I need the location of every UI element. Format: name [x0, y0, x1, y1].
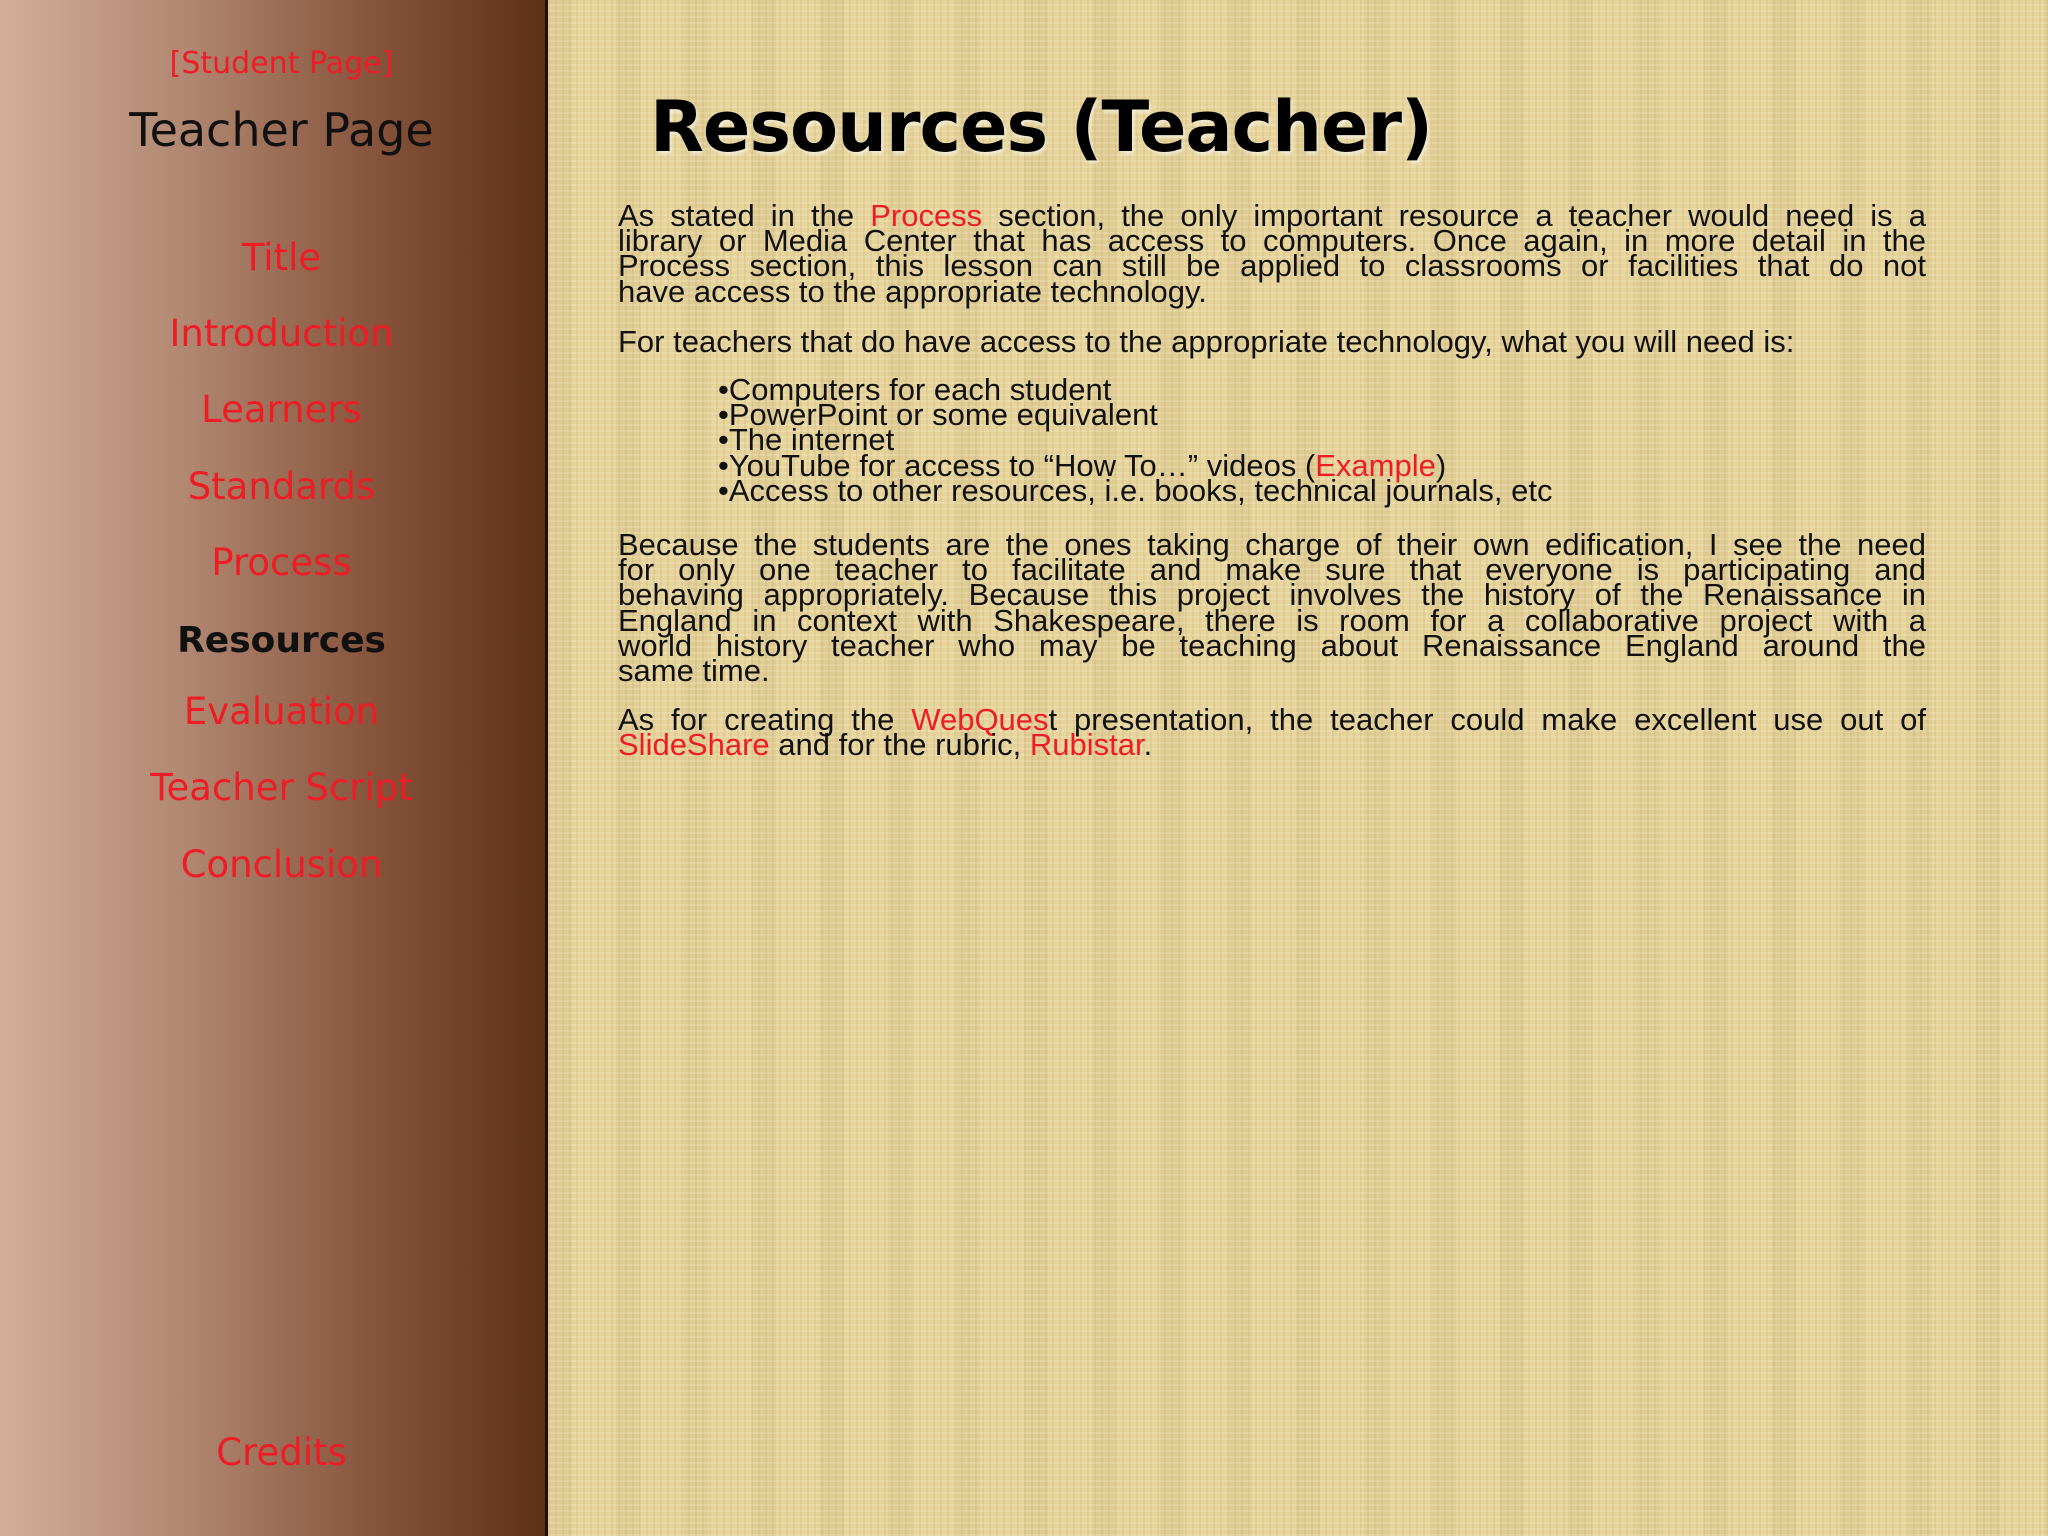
para4-text: As for creating the	[618, 702, 912, 737]
list-item: •PowerPoint or some equivalent	[718, 397, 1158, 433]
nav-introduction[interactable]: Introduction	[169, 312, 394, 355]
nav-title[interactable]: Title	[241, 236, 322, 279]
example-link[interactable]: Example	[1315, 447, 1436, 483]
para3-line5: world history teacher who may be teaching about Renaissance England around the	[618, 627, 1926, 663]
student-page-link[interactable]: [Student Page]	[169, 46, 394, 81]
list-item-text: •YouTube for access to “How To…” videos (	[718, 447, 1316, 483]
list-item: •Access to other resources, i.e. books, technical journals, etc	[718, 472, 1553, 508]
para4-text: and for the rubric,	[769, 727, 1030, 763]
para1-text: section, the only important resource a teacher would need is a	[982, 198, 1926, 233]
para4-text: .	[1143, 727, 1153, 763]
nav-teacher-script[interactable]: Teacher Script	[150, 766, 413, 809]
para3-line3: behaving appropriately. Because this project involves the history of the Renaissance in	[618, 577, 1926, 613]
paragraph-presentation	[618, 702, 1926, 763]
nav-evaluation[interactable]: Evaluation	[183, 690, 380, 733]
list-item: •The internet	[718, 422, 895, 458]
para1-text: As stated in the	[618, 198, 871, 233]
list-item-text: )	[1435, 447, 1447, 483]
nav-standards[interactable]: Standards	[187, 465, 376, 508]
nav-credits[interactable]: Credits	[216, 1431, 347, 1474]
para3-line6: same time.	[618, 653, 770, 689]
para1-line2: library or Media Center that has access to computers. Once again, in more detail in the	[618, 223, 1926, 259]
nav-conclusion[interactable]: Conclusion	[180, 843, 383, 886]
process-link[interactable]: Process	[870, 198, 983, 233]
rubistar-link[interactable]: Rubistar	[1029, 727, 1144, 763]
para3-line1: Because the students are the ones taking charge of their own edification, I see the need	[618, 527, 1926, 562]
para1-line3: Process section, this lesson can still be applied to classrooms or facilities that do not	[618, 248, 1926, 284]
teacher-page-title: Teacher Page	[129, 103, 434, 157]
para2-line1: For teachers that do have access to the appropriate technology, what you will need is:	[618, 324, 1795, 359]
nav-resources-current: Resources	[177, 620, 386, 661]
paragraph-collaboration	[618, 527, 1926, 689]
para3-line4: England in context with Shakespeare, there is room for a collaborative project with a	[618, 602, 1926, 638]
page-title: Resources (Teacher)	[650, 86, 1432, 168]
webquest-link[interactable]: WebQues	[911, 702, 1049, 737]
sidebar	[0, 0, 545, 1536]
para4-text: t presentation, the teacher could make excellent use out of	[1048, 702, 1926, 737]
paragraph-intro	[618, 198, 1926, 309]
nav-process[interactable]: Process	[211, 541, 352, 584]
nav-learners[interactable]: Learners	[201, 388, 362, 431]
para1-line4: have access to the appropriate technology.	[618, 273, 1207, 309]
para3-line2: for only one teacher to facilitate and make sure that everyone is participating and	[618, 552, 1926, 588]
paragraph-needs	[618, 324, 1926, 359]
list-item: •Computers for each student	[718, 372, 1112, 407]
resource-list	[718, 372, 1553, 508]
slideshare-link[interactable]: SlideShare	[618, 727, 770, 763]
